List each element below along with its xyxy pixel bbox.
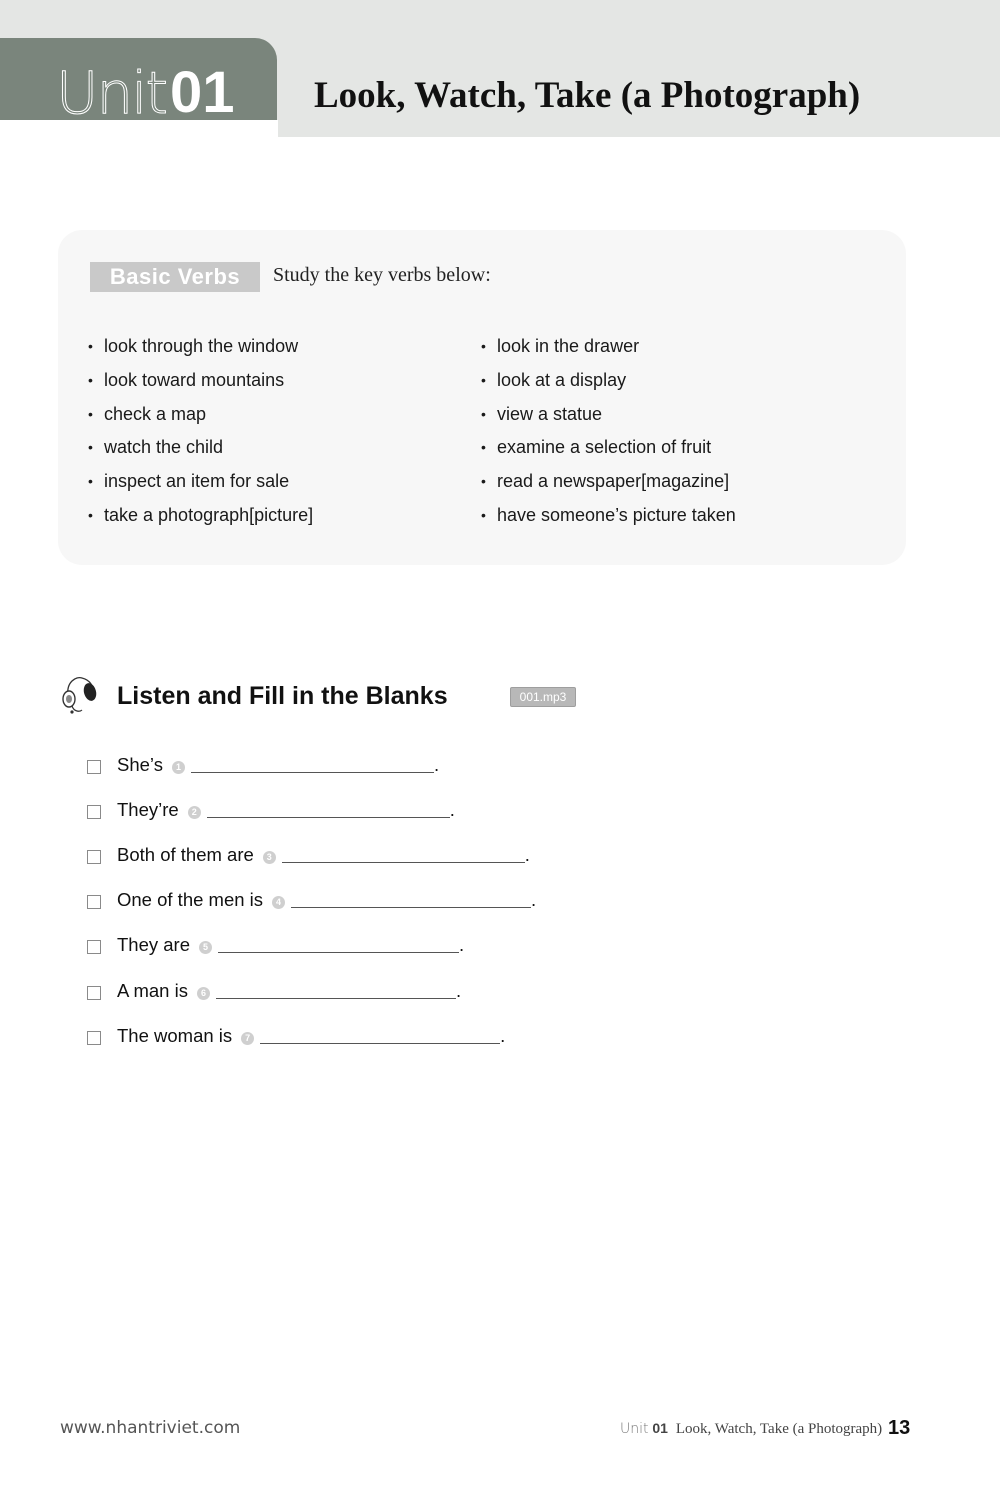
bullet-icon: • [88,338,93,354]
list-item: • check a map [88,401,313,435]
number-marker-icon: 3 [263,851,276,864]
checkbox[interactable] [87,895,101,909]
basic-verbs-tag: Basic Verbs [90,262,260,292]
unit-number: 01 [170,62,235,120]
bullet-icon: • [481,506,486,523]
list-item: • view a statue [481,401,736,435]
number-marker-icon: 2 [188,806,201,819]
list-item: • inspect an item for sale [88,468,313,502]
page-number: 13 [888,1417,911,1439]
checkbox[interactable] [87,805,101,819]
number-marker-icon: 6 [197,987,210,1000]
list-item: • read a newspaper[magazine] [481,468,736,502]
number-marker-icon: 4 [272,896,285,909]
blank-input[interactable] [291,889,531,908]
section-title: Listen and Fill in the Blanks [117,682,448,710]
listen-section-header [60,668,660,718]
checkbox[interactable] [87,760,101,774]
bullet-icon: • [88,439,93,456]
list-item: • have someone’s picture taken [481,502,736,536]
bullet-icon: • [88,405,93,422]
checkbox[interactable] [87,1031,101,1045]
list-item: • take a photograph[picture] [88,502,313,536]
bullet-icon: • [88,371,93,388]
checkbox[interactable] [87,986,101,1000]
checkbox[interactable] [87,850,101,864]
list-item: • examine a selection of fruit [481,434,736,468]
headphones-icon [60,672,100,714]
bullet-icon: • [481,405,486,422]
page-title: Look, Watch, Take (a Photograph) [314,75,861,116]
bullet-icon: • [481,371,486,388]
list-item: • look at a display [481,367,736,401]
blank-input[interactable] [191,754,434,773]
bullet-icon: • [481,473,486,490]
bullet-icon: • [481,439,486,456]
checkbox[interactable] [87,940,101,954]
audio-track-tag[interactable]: 001.mp3 [510,687,576,707]
verbs-list-left [88,333,313,536]
basic-verbs-instruction: Study the key verbs below: [273,264,491,286]
blank-input[interactable] [207,799,450,818]
list-item: • watch the child [88,434,313,468]
list-item: • look toward mountains [88,367,313,401]
header-band-gap [0,120,278,140]
list-item: • look through the window [88,333,313,367]
blank-input[interactable] [216,980,456,999]
bullet-icon: • [481,338,486,354]
list-item: • look in the drawer [481,333,736,367]
number-marker-icon: 7 [241,1032,254,1045]
bullet-icon: • [88,506,93,523]
verbs-list-right [481,333,736,536]
blank-input[interactable] [282,844,525,863]
number-marker-icon: 1 [172,761,185,774]
footer-running-title: Unit 01 Look, Watch, Take (a Photograph) [620,1420,883,1437]
blank-input[interactable] [218,934,459,953]
blank-input[interactable] [260,1025,500,1044]
footer-website-link[interactable]: www.nhantriviet.com [60,1418,241,1438]
bullet-icon: • [88,473,93,490]
number-marker-icon: 5 [199,941,212,954]
unit-label: Unit [56,62,167,122]
